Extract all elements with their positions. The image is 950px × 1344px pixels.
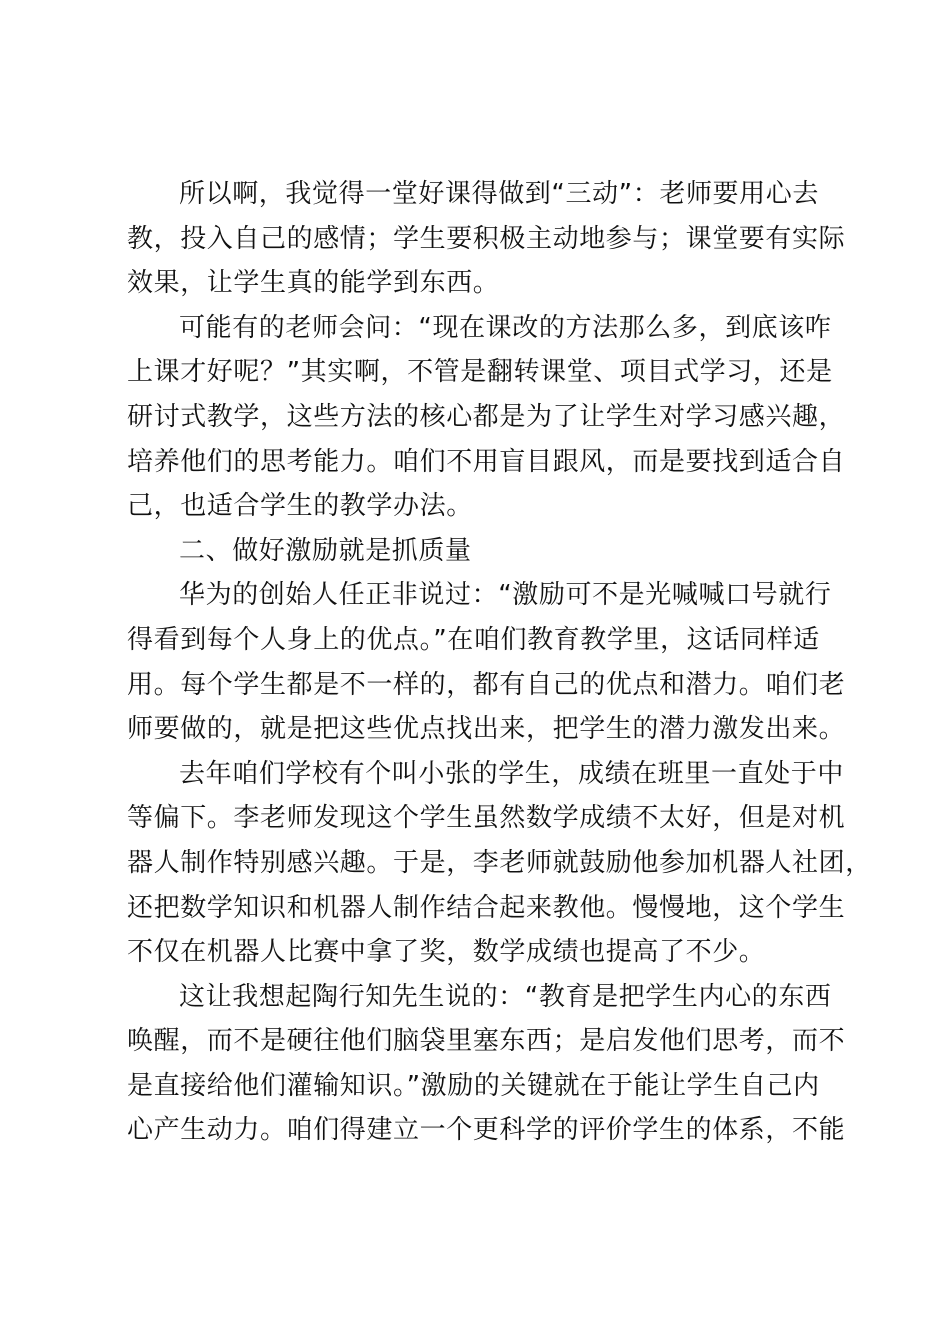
text-line: 是直接给他们灌输知识。”激励的关键就在于能让学生自己内 — [127, 1070, 820, 1101]
text-line: 得看到每个人身上的优点。”在咱们教育教学里，这话同样适 — [127, 624, 820, 655]
text-line: 等偏下。李老师发现这个学生虽然数学成绩不太好，但是对机 — [127, 803, 846, 834]
text-line: 研讨式教学，这些方法的核心都是为了让学生对学习感兴趣， — [127, 401, 846, 432]
text-line: 师要做的，就是把这些优点找出来，把学生的潜力激发出来。 — [127, 714, 846, 745]
text-line: 所以啊，我觉得一堂好课得做到“三动”：老师要用心去 — [179, 179, 819, 209]
text-line: 心产生动力。咱们得建立一个更科学的评价学生的体系，不能 — [127, 1115, 846, 1146]
text-line: 己，也适合学生的教学办法。 — [127, 491, 473, 522]
text-line: 上课才好呢？”其实啊，不管是翻转课堂、项目式学习，还是 — [127, 357, 833, 388]
text-line: 培养他们的思考能力。咱们不用盲目跟风，而是要找到适合自 — [127, 446, 846, 477]
document-body — [127, 172, 872, 1153]
text-line: 去年咱们学校有个叫小张的学生，成绩在班里一直处于中 — [179, 758, 845, 789]
text-line: 这让我想起陶行知先生说的：“教育是把学生内心的东西 — [179, 981, 832, 1012]
text-line: 唤醒，而不是硬往他们脑袋里塞东西；是启发他们思考，而不 — [127, 1026, 846, 1057]
text-line: 不仅在机器人比赛中拿了奖，数学成绩也提高了不少。 — [127, 937, 766, 968]
text-line: 华为的创始人任正非说过：“激励可不是光喊喊口号就行 — [179, 580, 832, 611]
text-line: 还把数学知识和机器人制作结合起来教他。慢慢地，这个学生 — [127, 892, 846, 923]
text-line: 用。每个学生都是不一样的，都有自己的优点和潜力。咱们老 — [127, 669, 846, 700]
section-heading: 二、做好激励就是抓质量 — [179, 535, 472, 566]
text-line: 教，投入自己的感情；学生要积极主动地参与；课堂要有实际 — [127, 223, 846, 254]
text-line: 可能有的老师会问：“现在课改的方法那么多，到底该咋 — [179, 312, 832, 343]
text-line: 效果，让学生真的能学到东西。 — [127, 268, 500, 299]
text-line: 器人制作特别感兴趣。于是，李老师就鼓励他参加机器人社团， — [127, 847, 872, 878]
